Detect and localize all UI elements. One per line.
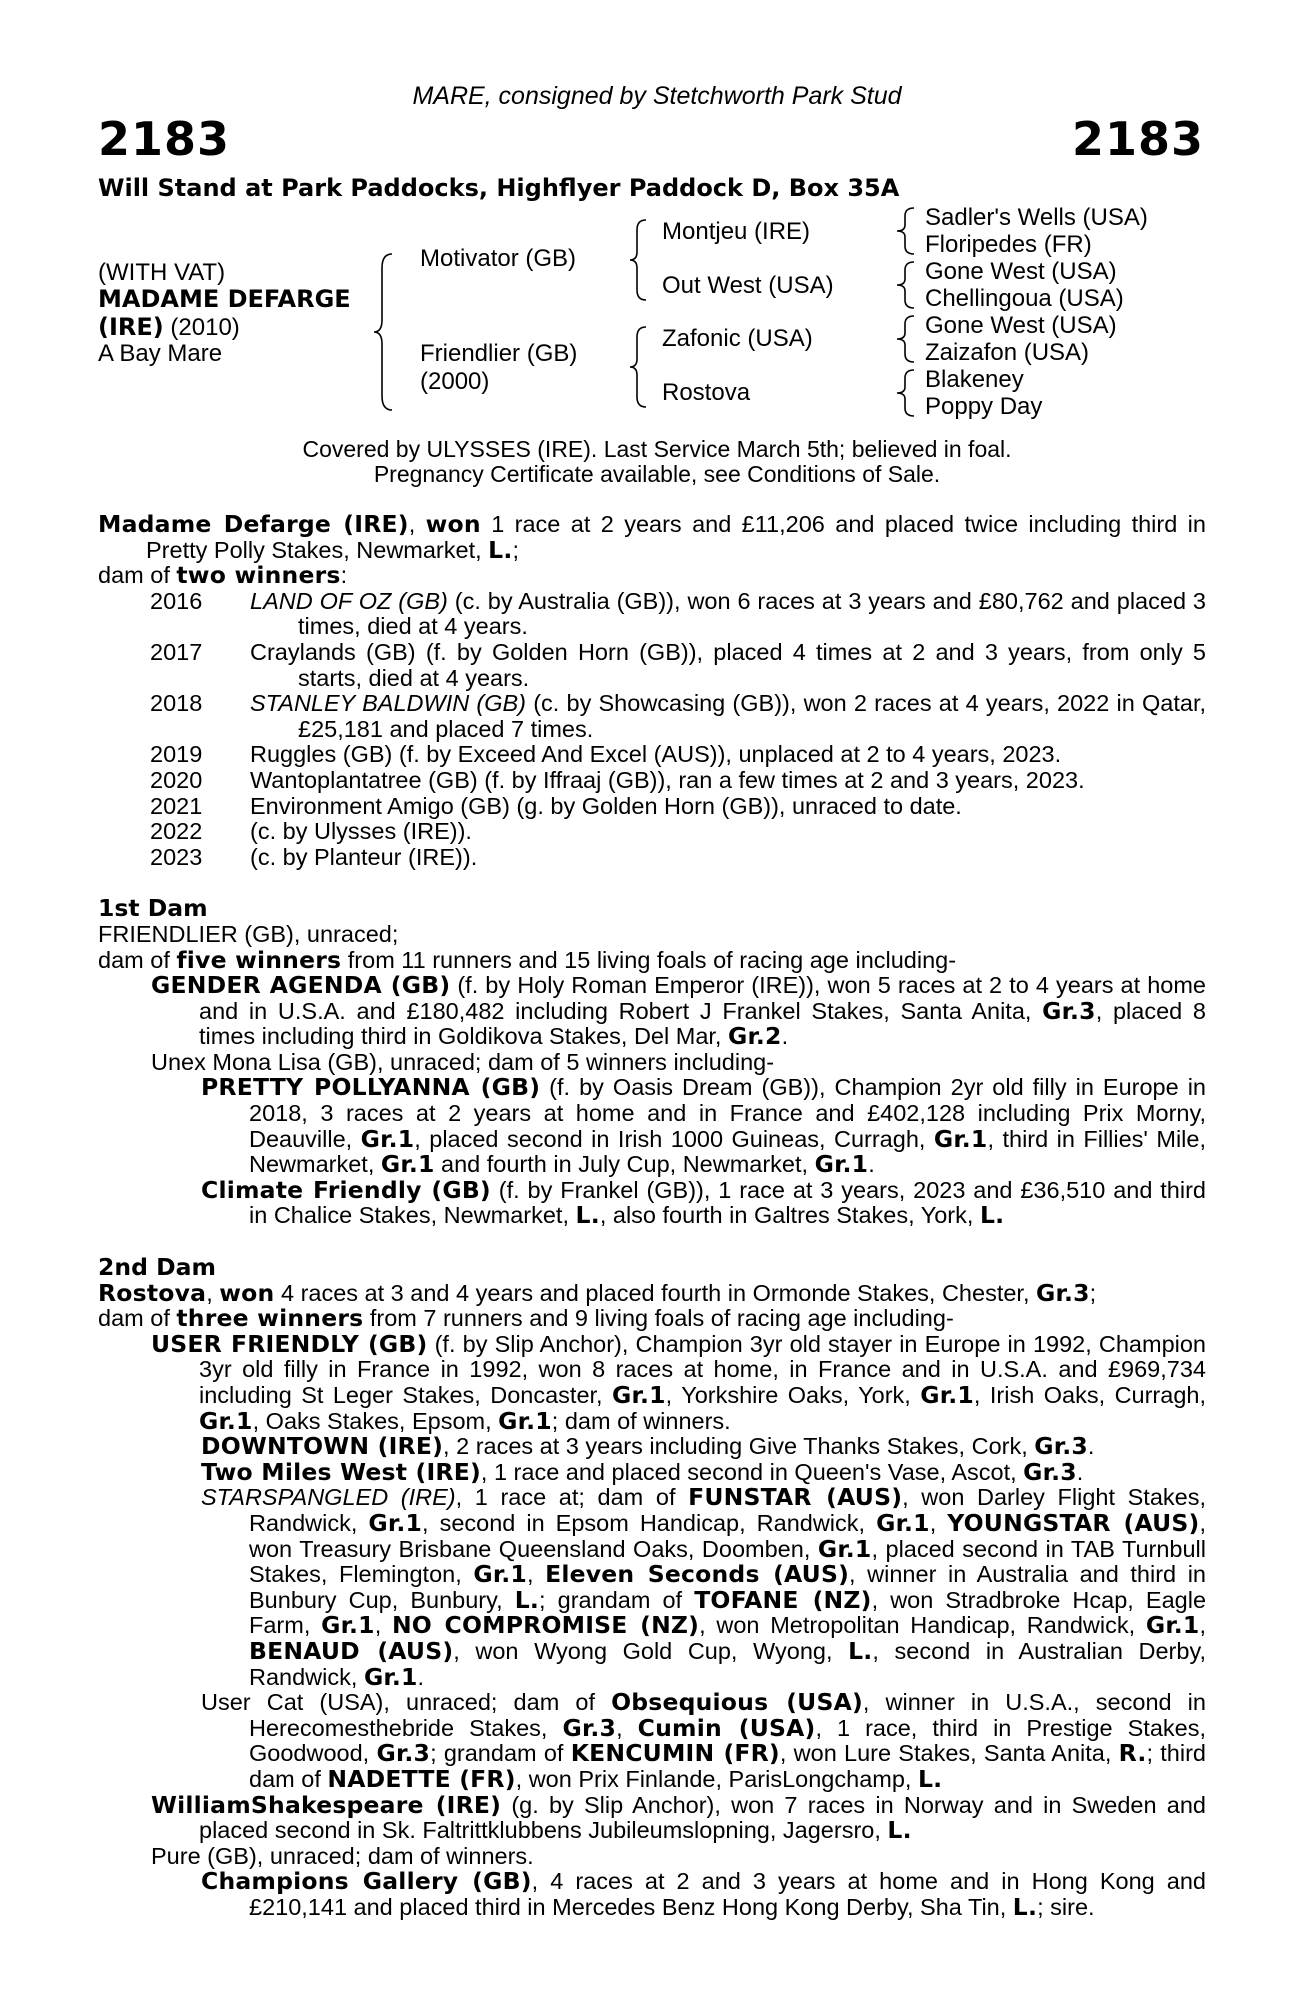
grade-badge: Gr.3	[376, 1739, 431, 1768]
progeny-row	[98, 640, 1206, 691]
horse-name: DOWNTOWN (IRE)	[201, 1432, 444, 1461]
entry-text: ; dam of winners.	[551, 1407, 731, 1434]
catalogue-body	[98, 512, 1206, 1920]
punct: ;	[1089, 1279, 1097, 1306]
entry-text: , won Darley Flight Stakes, Randwick,	[249, 1484, 1206, 1536]
entry-text: , placed second in Irish 1000 Guineas, Curragh,	[414, 1125, 934, 1152]
brace-g3	[894, 314, 918, 364]
horse-name: BENAUD (AUS)	[249, 1636, 454, 1665]
granddam-line-7: Blakeney	[925, 366, 1024, 393]
dam-of-rest: from 7 runners and 9 living foals of racing age including-	[363, 1305, 954, 1332]
grade-badge: Gr.1	[199, 1406, 253, 1435]
mare-dam-of	[98, 563, 1206, 589]
grade-badge: L.	[848, 1636, 873, 1665]
winners-count: two winners	[176, 561, 341, 590]
grade-badge: L.	[979, 1201, 1005, 1230]
granddam-line-5: Gone West (USA)	[925, 312, 1117, 339]
granddam-line-8: Poppy Day	[925, 393, 1043, 420]
dam-year: (2000)	[420, 368, 490, 395]
mare-name: MADAME DEFARGE	[98, 285, 351, 313]
progeny-year: 2016	[150, 587, 203, 614]
grade-badge: Gr.1	[920, 1381, 974, 1409]
horse-name: PRETTY POLLYANNA (GB)	[201, 1073, 541, 1102]
progeny-row	[98, 819, 1206, 845]
mare-record-text: 1 race at 2 years and £11,206 and placed twice including third in Pretty Polly Stakes, Newmarket,	[146, 511, 1206, 563]
horse-name: Climate Friendly (GB)	[201, 1175, 491, 1204]
horse-name: Champions Gallery (GB)	[201, 1867, 532, 1896]
mare-country: (IRE)	[98, 313, 164, 341]
progeny-year: 2017	[150, 638, 203, 665]
progeny-row	[98, 768, 1206, 794]
progeny-details: Ruggles (GB) (f. by Exceed And Excel (AUS)), unplaced at 2 to 4 years, 2023.	[250, 741, 1062, 768]
starspangled-entry: STARSPANGLED (IRE), 1 race at; dam of FUNSTAR (AUS), won Darley Flight Stakes, Randwick, Gr.1, second in Epsom Handicap, Randwick, Gr.1, YOUNGSTAR (AUS), won Treasury Brisbane Queensland Oaks, Doomben, Gr.1, placed second in TAB Turnbull Stakes, Flemington, Gr.1, Eleven Seconds (AUS), winner in Australia and third in Bunbury Cup, Bunbury, L.; grandam of TOFANE (NZ), won Stradbroke Hcap, Eagle Farm, Gr.1, NO COMPROMISE (NZ), won Metropolitan Handicap, Randwick, Gr.1, BENAUD (AUS), won Wyong Gold Cup, Wyong, L., second in Australian Derby, Randwick, Gr.1.	[201, 1483, 1207, 1691]
gender-agenda-entry	[151, 973, 1206, 1050]
grade-badge: Gr.2	[727, 1022, 782, 1051]
entry-text: (f. by Holy Roman Emperor (IRE)), won 5 races at 2 to 4 years at home and in U.S.A. and £180,482 including Robert J Frankel Stakes, Santa Anita,	[199, 972, 1206, 1024]
first-dam-line: FRIENDLIER (GB), unraced;	[98, 920, 399, 947]
horse-name: Cumin (USA)	[637, 1713, 816, 1742]
entry-text: ; third dam of	[249, 1740, 1206, 1792]
champions-gallery-entry	[201, 1869, 1206, 1920]
punct: :	[340, 562, 348, 589]
horse-name: Obsequious (USA)	[611, 1688, 863, 1717]
pretty-pollyanna-entry	[201, 1075, 1206, 1177]
grade-badge: L.	[917, 1764, 943, 1793]
punct: ;	[512, 536, 520, 563]
unex-mona-lisa-entry: Unex Mona Lisa (GB), unraced; dam of 5 winners including-	[151, 1048, 775, 1075]
grade-badge: Gr.1	[933, 1124, 988, 1153]
dam-of-label: dam of	[98, 946, 177, 973]
progeny-year: 2018	[150, 690, 203, 717]
progeny-details: (c. by Australia (GB)), won 6 races at 3 years and £80,762 and placed 3 times, died at 4 years.	[298, 587, 1206, 640]
won-label: won	[219, 1278, 275, 1307]
mare-name-line2	[98, 313, 240, 342]
first-dam-dam-of	[98, 945, 1206, 974]
progeny-list	[98, 589, 1206, 871]
entry-text: , won Treasury Brisbane Queensland Oaks, Doomben,	[249, 1509, 1206, 1562]
mare-record: Madame Defarge (IRE), won 1 race at 2 years and £11,206 and placed twice including third in Pretty Polly Stakes, Newmarket, L.;	[98, 510, 1206, 564]
horse-name: Eleven Seconds (AUS)	[545, 1560, 850, 1589]
sire-name: Motivator (GB)	[420, 245, 577, 272]
horse-name: GENDER AGENDA (GB)	[151, 971, 451, 1000]
entry-text: , 2 races at 3 years including Give Thanks Stakes, Cork,	[443, 1433, 1035, 1460]
progeny-row	[98, 794, 1206, 820]
progeny-details: (c. by Planteur (IRE)).	[250, 843, 478, 870]
stand-location: Will Stand at Park Paddocks, Highflyer Paddock D, Box 35A	[98, 174, 900, 202]
dam-of-label: dam of	[98, 562, 177, 589]
punct: .	[868, 1151, 875, 1178]
entry-text: , placed second in TAB Turnbull Stakes, Flemington,	[249, 1535, 1206, 1588]
granddam-line-1: Sadler's Wells (USA)	[925, 204, 1148, 231]
lot-number-left: 2183	[98, 112, 231, 166]
dam-dam: Rostova	[662, 379, 751, 406]
progeny-details: Craylands (GB) (f. by Golden Horn (GB)), placed 4 times at 2 and 3 years, from only 5 starts, died at 4 years.	[250, 638, 1206, 691]
climate-friendly-entry	[201, 1175, 1206, 1230]
grade-badge: Gr.3	[562, 1713, 617, 1742]
granddam-line-3: Gone West (USA)	[925, 258, 1117, 285]
grade-badge: L.	[575, 1201, 600, 1230]
entry-text: User Cat (USA), unraced; dam of	[201, 1689, 612, 1716]
grade-badge: Gr.1	[814, 1150, 869, 1179]
horse-name: STARSPANGLED (IRE)	[201, 1484, 456, 1511]
william-shakespeare-entry	[151, 1790, 1206, 1845]
horse-name: Two Miles West (IRE)	[201, 1457, 481, 1486]
brace-dam	[628, 325, 650, 409]
rostova-entry: Rostova, won 4 races at 3 and 4 years and placed fourth in Ormonde Stakes, Chester, Gr.3;	[98, 1278, 1097, 1307]
entry-text: ; grandam of	[539, 1586, 695, 1613]
brace-g4	[894, 368, 918, 418]
punct: .	[781, 1023, 789, 1050]
horse-name: TOFANE (NZ)	[694, 1585, 872, 1614]
entry-text: , won Stradbroke Hcap, Eagle Farm,	[249, 1586, 1207, 1639]
progeny-name: LAND OF OZ (GB)	[250, 587, 448, 614]
progeny-row	[98, 691, 1206, 742]
entry-text: , 1 race, third in Prestige Stakes, Goodwood,	[249, 1714, 1206, 1767]
brace-g2	[894, 260, 918, 310]
user-friendly-entry: USER FRIENDLY (GB) (f. by Slip Anchor), Champion 3yr old stayer in Europe in 1992, Champion 3yr old filly in France in 1992, won 8 races at home, in France and in U.S.A. and £969,734 including St Leger Stakes, Doncaster, Gr.1, Yorkshire Oaks, York, Gr.1, Irish Oaks, Curragh, Gr.1, Oaks Stakes, Epsom, Gr.1; dam of winners.	[151, 1329, 1207, 1435]
horse-name: FUNSTAR (AUS)	[688, 1483, 903, 1512]
grade-badge: Gr.1	[498, 1406, 552, 1435]
brace-g1	[894, 206, 918, 256]
granddam-line-6: Zaizafon (USA)	[925, 339, 1090, 366]
progeny-details: (c. by Ulysses (IRE)).	[250, 818, 472, 845]
first-dam-heading: 1st Dam	[98, 894, 208, 923]
progeny-name: STANLEY BALDWIN (GB)	[250, 690, 526, 717]
entry-text: , won Wyong Gold Cup, Wyong,	[453, 1637, 849, 1664]
horse-name: WilliamShakespeare (IRE)	[151, 1790, 502, 1819]
progeny-text	[250, 640, 1206, 691]
progeny-text	[250, 819, 1206, 845]
granddam-line-2: Floripedes (FR)	[925, 231, 1092, 258]
entry-text: , 4 races at 2 and 3 years at home and in Hong Kong and £210,141 and placed third in Mercedes Benz Hong Kong Derby, Sha Tin,	[249, 1868, 1206, 1920]
grade-badge: L.	[488, 535, 513, 564]
grade-badge: Gr.1	[380, 1150, 435, 1179]
progeny-year: 2023	[150, 843, 203, 870]
progeny-details: (c. by Showcasing (GB)), won 2 races at 4 years, 2022 in Qatar, £25,181 and placed 7 times.	[298, 690, 1207, 742]
second-dam-dam-of	[98, 1306, 1206, 1332]
entry-text: , second in Australian Derby, Randwick,	[249, 1637, 1206, 1690]
entry-text: (f. by Frankel (GB)), 1 race at 3 years, 2023 and £36,510 and third in Chalice Stakes, Newmarket,	[249, 1176, 1206, 1229]
entry-text: , 1 race and placed second in Queen's Vase, Ascot,	[480, 1458, 1024, 1485]
progeny-year: 2019	[150, 741, 203, 768]
progeny-row	[98, 742, 1206, 768]
mare-year: (2010)	[163, 314, 240, 341]
mare-record-name: Madame Defarge (IRE)	[98, 510, 409, 538]
lot-number-right: 2183	[1071, 112, 1204, 166]
second-dam-heading: 2nd Dam	[98, 1253, 216, 1282]
entry-text: , winner in U.S.A., second in Herecomesthebride Stakes,	[249, 1689, 1206, 1741]
pure-entry: Pure (GB), unraced; dam of winners.	[151, 1842, 534, 1869]
progeny-year: 2022	[150, 818, 203, 845]
brace-gen1	[372, 252, 396, 412]
progeny-row	[98, 845, 1206, 871]
consignor-line: MARE, consigned by Stetchworth Park Stud	[412, 82, 902, 110]
grade-badge: Gr.1	[473, 1560, 527, 1589]
entry-text: (f. by Oasis Dream (GB)), Champion 2yr old filly in Europe in 2018, 3 races at 2 years at home and in France and £402,128 including Prix Morny, Deauville,	[249, 1074, 1206, 1152]
vat-note: (WITH VAT)	[98, 259, 226, 286]
grade-badge: L.	[1012, 1892, 1038, 1921]
entry-text: ; grandam of	[430, 1740, 571, 1767]
two-miles-west-entry: Two Miles West (IRE), 1 race and placed second in Queen's Vase, Ascot, Gr.3.	[201, 1457, 1084, 1486]
entry-text: , winner in Australia and third in Bunbury Cup, Bunbury,	[249, 1561, 1206, 1613]
sire-dam: Out West (USA)	[662, 272, 834, 299]
horse-name: USER FRIENDLY (GB)	[151, 1329, 428, 1358]
grade-badge: Gr.1	[817, 1534, 872, 1563]
progeny-details: Environment Amigo (GB) (g. by Golden Horn (GB)), unraced to date.	[250, 792, 962, 819]
horse-name: NADETTE (FR)	[327, 1764, 516, 1793]
grade-badge: R.	[1118, 1739, 1147, 1768]
brace-sire	[628, 218, 650, 302]
progeny-text	[250, 768, 1206, 794]
entry-text: , placed 8 times including third in Goldikova Stakes, Del Mar,	[199, 997, 1206, 1050]
dam-of-rest: from 11 runners and 15 living foals of racing age including-	[341, 946, 957, 973]
covered-line: Covered by ULYSSES (IRE). Last Service March 5th; believed in foal.	[302, 436, 1012, 462]
grade-badge: Gr.3	[1036, 1278, 1090, 1307]
user-cat-entry: User Cat (USA), unraced; dam of Obsequious (USA), winner in U.S.A., second in Herecomesthebride Stakes, Gr.3, Cumin (USA), 1 race, third in Prestige Stakes, Goodwood, Gr.3; grandam of KENCUMIN (FR), won Lure Stakes, Santa Anita, R.; third dam of NADETTE (FR), won Prix Finlande, ParisLongchamp, L.	[201, 1688, 1206, 1793]
granddam-line-4: Chellingoua (USA)	[925, 285, 1124, 312]
entry-text: , second in Epsom Handicap, Randwick,	[422, 1509, 877, 1536]
grade-badge: Gr.1	[368, 1508, 423, 1537]
entry-text: and fourth in July Cup, Newmarket,	[434, 1151, 815, 1178]
entry-text: , Oaks Stakes, Epsom,	[252, 1407, 499, 1434]
progeny-row	[98, 589, 1206, 640]
grade-badge: L.	[887, 1816, 912, 1845]
entry-text: Irish Oaks, Curragh,	[980, 1382, 1206, 1408]
grade-badge: Gr.1	[360, 1124, 415, 1153]
grade-badge: Gr.1	[363, 1662, 418, 1691]
progeny-year: 2021	[150, 792, 203, 819]
entry-text: , 1 race at; dam of	[455, 1484, 689, 1511]
entry-text: 4 races at 3 and 4 years and placed fourth in Ormonde Stakes, Chester,	[274, 1279, 1037, 1306]
progeny-text	[250, 691, 1206, 742]
punct: ,	[987, 1125, 995, 1152]
entry-text: , won Lure Stakes, Santa Anita,	[779, 1740, 1119, 1767]
entry-text: (g. by Slip Anchor), won 7 races in Norway and in Sweden and placed second in Sk. Faltrittklubbens Jubileumslopning, Jagersro,	[199, 1791, 1206, 1844]
progeny-year: 2020	[150, 766, 203, 793]
winners-count: five winners	[176, 945, 342, 974]
winners-count: three winners	[176, 1304, 364, 1333]
entry-text: , won Metropolitan Handicap, Randwick,	[699, 1612, 1146, 1639]
progeny-details: Wantoplantatree (GB) (f. by Iffraaj (GB)), ran a few times at 2 and 3 years, 2023.	[250, 766, 1085, 793]
horse-name: Rostova	[98, 1278, 207, 1307]
progeny-text	[250, 794, 1206, 820]
grade-badge: L.	[514, 1585, 540, 1614]
grade-badge: Gr.1	[876, 1508, 930, 1537]
entry-text: , also fourth in Galtres Stakes, York,	[599, 1202, 980, 1229]
won-label: won	[425, 510, 481, 538]
grade-badge: Gr.3	[1023, 1457, 1077, 1486]
grade-badge: Gr.1	[612, 1381, 666, 1409]
horse-name: NO COMPROMISE (NZ)	[391, 1611, 700, 1640]
horse-name: KENCUMIN (FR)	[570, 1739, 780, 1768]
grade-badge: Gr.3	[1034, 1432, 1088, 1461]
pregnancy-line: Pregnancy Certificate available, see Conditions of Sale.	[373, 461, 941, 487]
sire-sire: Montjeu (IRE)	[662, 218, 811, 245]
entry-text: , won Prix Finlande, ParisLongchamp,	[515, 1765, 918, 1792]
horse-name: YOUNGSTAR (AUS)	[947, 1508, 1200, 1537]
grade-badge: Gr.1	[1145, 1611, 1200, 1640]
mare-description: A Bay Mare	[98, 340, 223, 367]
entry-text: , Yorkshire Oaks, York,	[665, 1382, 921, 1408]
progeny-text	[250, 845, 1206, 871]
grade-badge: Gr.3	[1042, 996, 1096, 1025]
dam-sire: Zafonic (USA)	[662, 325, 813, 352]
downtown-entry: DOWNTOWN (IRE), 2 races at 3 years including Give Thanks Stakes, Cork, Gr.3.	[201, 1432, 1095, 1461]
entry-text: ; sire.	[1037, 1893, 1095, 1920]
entry-text: third in Fillies' Mile, Newmarket,	[249, 1125, 1206, 1178]
entry-text: (f. by Slip Anchor), Champion 3yr old stayer in Europe in 1992, Champion 3yr old filly in France in 1992, won 8 races at home, in France and in U.S.A. and £969,734 including St Leger Stakes, Doncaster,	[199, 1330, 1207, 1408]
progeny-text	[250, 589, 1206, 640]
progeny-text	[250, 742, 1206, 768]
dam-of-label: dam of	[98, 1305, 177, 1332]
dam-name: Friendlier (GB)	[420, 340, 578, 367]
grade-badge: Gr.1	[321, 1611, 375, 1640]
